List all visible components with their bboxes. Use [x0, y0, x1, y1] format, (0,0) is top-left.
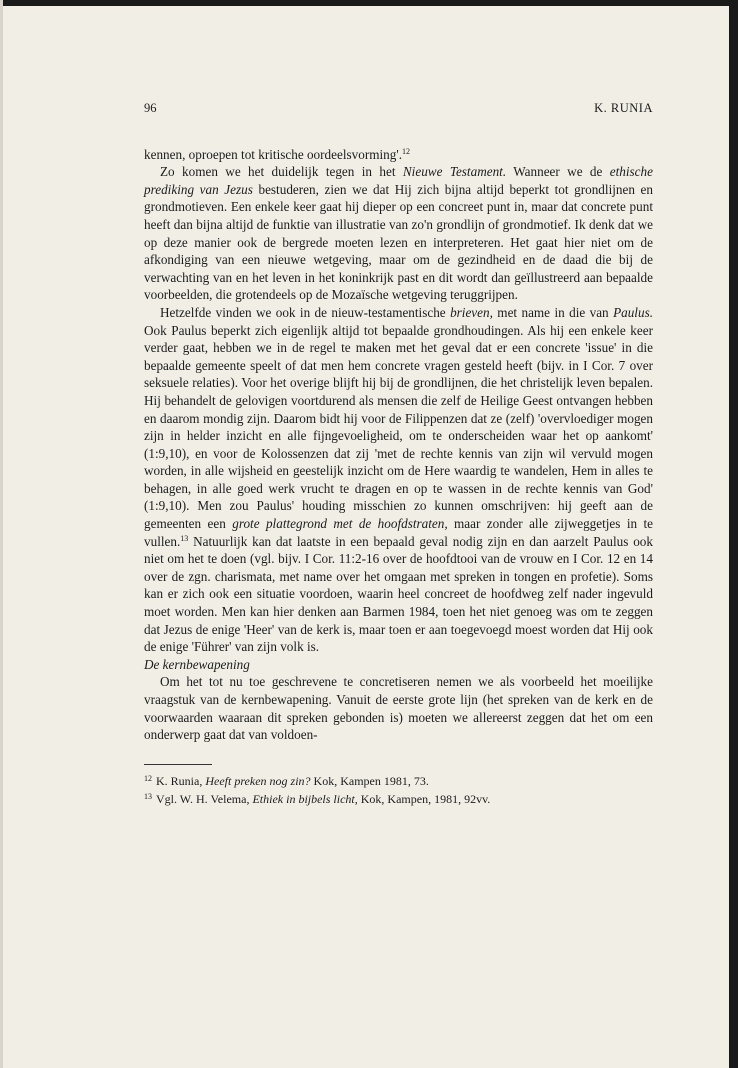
paragraph-4: Om het tot nu toe geschrevene te concretiseren nemen we als voorbeeld het moeilijke vraagstuk van de kernbewapening. Vanuit de eerste grote lijn (het spreken van de kerk en de voorwaarden waaraan dit spreken gebonden is) moeten we allereerst zeggen dat het om een onderwerp gaat dat van voldoen-: [144, 674, 653, 743]
page-content: [144, 100, 653, 808]
paragraph-1: kennen, oproepen tot kritische oordeelsvorming'.$^{12}$: [144, 146, 410, 162]
running-header: [144, 100, 653, 118]
book-page: [3, 6, 729, 1068]
footnote-divider: [144, 764, 212, 765]
footnotes: [144, 771, 653, 808]
running-author: K. RUNIA: [594, 101, 653, 115]
footnote-ref-13: 13: [180, 533, 189, 543]
scan-border-right: [729, 0, 738, 1068]
footnote-ref-12: 12: [402, 146, 410, 156]
paragraph-2: Zo komen we het duidelijk tegen in het Nieuwe Testament. Wanneer we de ethische prediking van Jezus bestuderen, zien we dat Hij zich bijna altijd beperkt tot grondlijnen en grondmotieven. Een enkele keer gaat hij dieper op een concreet punt in, maar dat concrete punt heeft dan bijna altijd de funktie van illustratie van zo'n grondlijn of grondmotief. Ik denk dat we op deze manier ook de bergrede moeten lezen en interpreteren. Het gaat hier niet om de afkondiging van een nieuwe wetgeving, maar om de gezindheid en de daad die bij de verwachting van en het leven in het koninkrijk past en dit wordt dan geïllustreerd aan bepaalde voorbeelden, die grotendeels op de Mozaïsche wetgeving teruggrijpen.: [144, 164, 653, 303]
paragraph-3: Hetzelfde vinden we ook in de nieuw-testamentische brieven, met name in die van Paulus. Ook Paulus beperkt zich eigenlijk altijd tot bepaalde grondhoudingen. Als hij een enkele keer verder gaat, hebben we in de regel te maken met het geval dat er een concrete 'issue' in die bepaalde gemeente speelt of dat men hem concrete vragen gesteld heeft (bijv. in I Cor. 7 over seksuele relaties). Voor het overige blijft hij bij de grondlijnen, die het christelijk leven bepalen. Hij behandelt de gelovigen voortdurend als mensen die zelf de Heilige Geest ontvangen hebben en daarom mondig zijn. Daarom bidt hij voor de Filippenzen dat ze (zelf) 'overvloediger mogen zijn in helder inzicht en alle fijngevoeligheid, om te onderscheiden waar het op aankomt' (1:9,10), en voor de Kolossenzen dat zij 'met de rechte kennis van zijn wil vervuld mogen worden, in alle wijsheid en geestelijk inzicht om de Here waardig te wandelen, Hem in alles te behagen, in alle goed werk vrucht te dragen en op te wassen in de rechte kennis van God' (1:9,10). Men zou Paulus' houding misschien zo kunnen omschrijven: hij geeft aan de gemeenten een grote plattegrond met de hoofdstraten, maar zonder alle zijweggetjes in te vullen.$^{13}$ Natuurlijk kan dat laatste in een bepaald geval nodig zijn en dan aarzelt Paulus ook niet om het te doen (vgl. bijv. I Cor. 11:2-16 over de hoofdtooi van de vrouw en I Cor. 12 en 14 over de zgn. charismata, met name over het omgaan met spreken in tongen en profetie). Soms kan er zich ook een situatie voordoen, waarin heel concreet de hoofdweg zelf nader ingevuld moet worden. Men kan hier denken aan Barmen 1984, toen het niet genoeg was om te zeggen dat Jezus de enige 'Heer' van de kerk is, maar toen er aan toegevoegd moest worden dat Hij ook de enige 'Führer' van zijn volk is.: [144, 304, 653, 655]
section-heading: De kernbewapening: [144, 656, 250, 672]
footnote-13: $^{13}$ Vgl. W. H. Velema, Ethiek in bijbels licht, Kok, Kampen, 1981, 92vv.: [144, 792, 491, 807]
footnote-12: $^{12}$ K. Runia, Heeft preken nog zin? Kok, Kampen 1981, 73.: [144, 773, 429, 788]
page-number: 96: [144, 101, 157, 115]
